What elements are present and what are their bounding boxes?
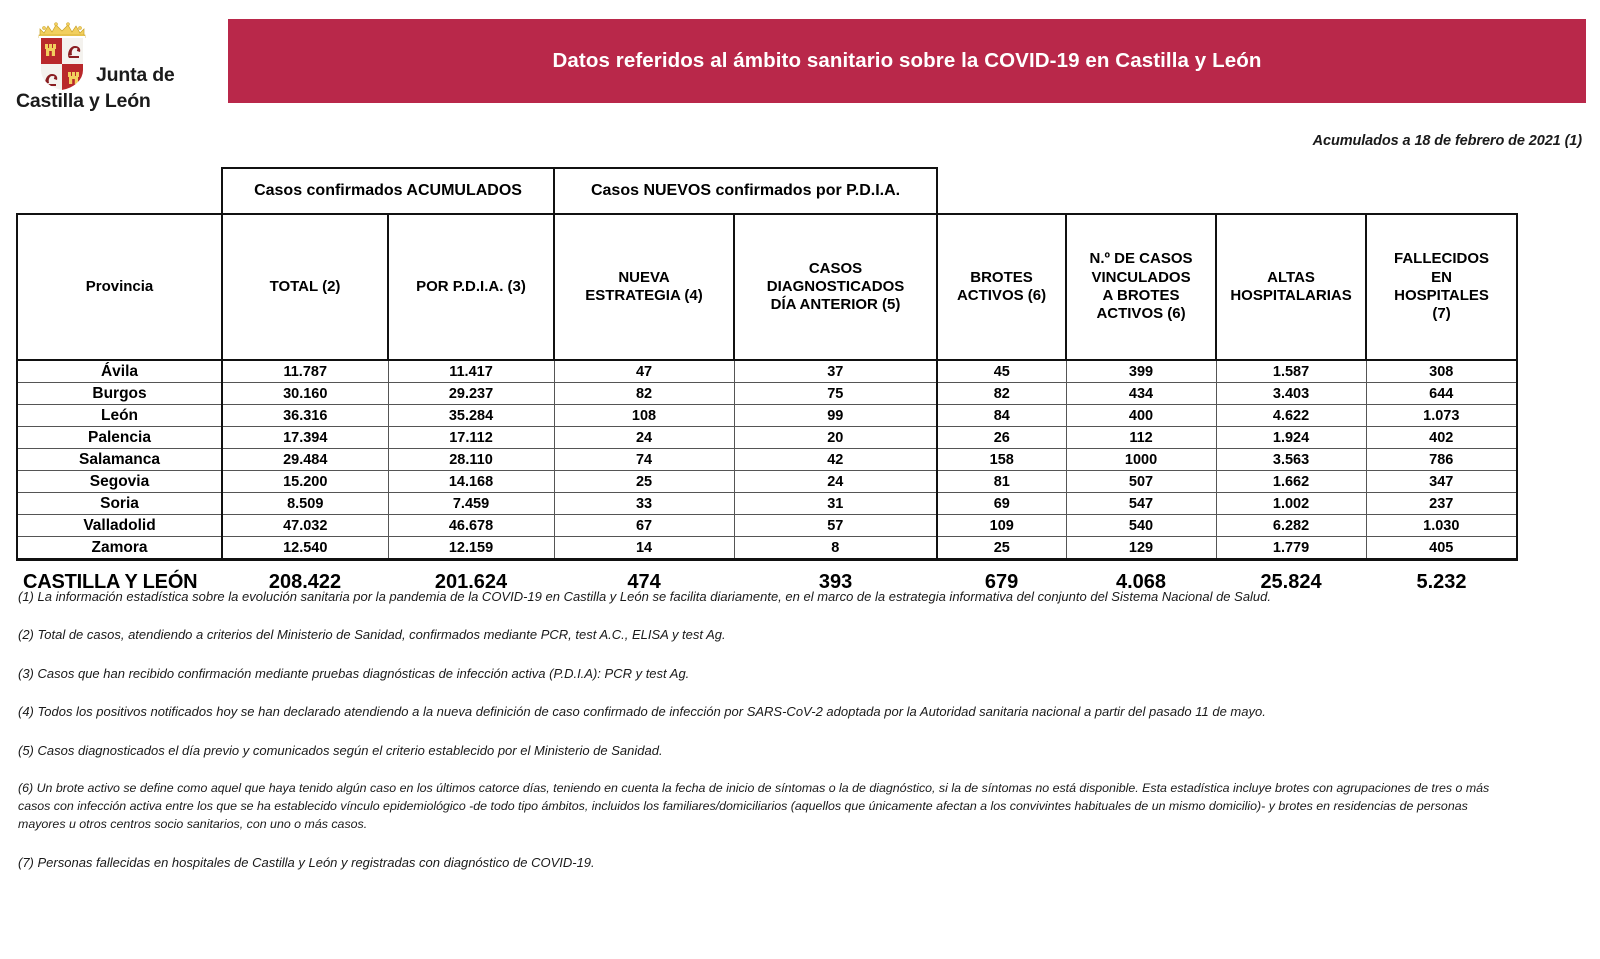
table-row [17, 493, 1517, 515]
table-cell-total: 11.787 [222, 360, 388, 383]
table-cell-brotes-activos: 81 [937, 471, 1066, 493]
logo-wordmark [14, 16, 210, 118]
group-header-nuevos: Casos NUEVOS confirmados por P.D.I.A. [554, 168, 937, 214]
footnote-5: (5) Casos diagnosticados el día previo y comunicados según el criterio establecido por el Ministerio de Sanidad. [18, 742, 663, 758]
col-header-provincia: Provincia [17, 214, 222, 360]
table-cell-brotes-activos: 25 [937, 537, 1066, 560]
table-cell-provincia: Salamanca [17, 449, 222, 471]
table-cell-casos-vinculados-brotes: 434 [1066, 383, 1216, 405]
col-header-vinculados-line2: VINCULADOS [1091, 268, 1191, 286]
junta-castilla-leon-logo [14, 16, 210, 118]
col-header-vinculados-line4: ACTIVOS (6) [1096, 305, 1186, 323]
table-cell-brotes-activos: 26 [937, 427, 1066, 449]
table-cell-altas-hospitalarias: 1.924 [1216, 427, 1366, 449]
table-cell-provincia: Soria [17, 493, 222, 515]
table-cell-brotes-activos: 45 [937, 360, 1066, 383]
table-cell-total: 29.484 [222, 449, 388, 471]
table-cell-altas-hospitalarias: 4.622 [1216, 405, 1366, 427]
table-cell-por-pdia: 12.159 [388, 537, 554, 560]
col-header-fallecidos-line1: FALLECIDOS [1394, 250, 1490, 268]
covid-data-table [16, 167, 1518, 601]
table-cell-provincia: Palencia [17, 427, 222, 449]
table-cell-casos-vinculados-brotes: 400 [1066, 405, 1216, 427]
table-cell-altas-hospitalarias: 3.563 [1216, 449, 1366, 471]
table-cell-diagnosticados-dia-anterior: 8 [734, 537, 937, 560]
total-cell-fallecidos-hospitales: 5.232 [1416, 570, 1467, 593]
col-header-fallecidos-line4: (7) [1432, 305, 1451, 323]
table-cell-fallecidos-hospitales: 402 [1366, 427, 1517, 449]
table-cell-total: 47.032 [222, 515, 388, 537]
footnotes-section [18, 588, 1518, 893]
group-header-acumulados: Casos confirmados ACUMULADOS [222, 168, 554, 214]
total-cell-brotes-activos: 679 [984, 570, 1019, 593]
table-cell-fallecidos-hospitales: 347 [1366, 471, 1517, 493]
table-cell-casos-vinculados-brotes: 129 [1066, 537, 1216, 560]
table-cell-por-pdia: 7.459 [388, 493, 554, 515]
table-cell-altas-hospitalarias: 6.282 [1216, 515, 1366, 537]
col-header-altas-hospitalarias [1216, 214, 1366, 360]
table-cell-casos-vinculados-brotes: 507 [1066, 471, 1216, 493]
table-cell-total: 36.316 [222, 405, 388, 427]
table-cell-provincia: Burgos [17, 383, 222, 405]
table-cell-nueva-estrategia: 67 [554, 515, 734, 537]
col-header-total: TOTAL (2) [222, 214, 388, 360]
table-cell-nueva-estrategia: 24 [554, 427, 734, 449]
table-row [17, 515, 1517, 537]
group-header-spacer-brotes [937, 168, 1066, 214]
table-cell-casos-vinculados-brotes: 540 [1066, 515, 1216, 537]
table-cell-fallecidos-hospitales: 786 [1366, 449, 1517, 471]
footnote-3: (3) Casos que han recibido confirmación mediante pruebas diagnósticas de infección activa (P.D.I.A): PCR y test Ag. [18, 665, 690, 681]
logo-line-1: Junta de [96, 64, 175, 86]
col-header-vinculados-line3: A BROTES [1102, 287, 1180, 304]
table-cell-por-pdia: 11.417 [388, 360, 554, 383]
table-cell-fallecidos-hospitales: 237 [1366, 493, 1517, 515]
table-cell-diagnosticados-dia-anterior: 20 [734, 427, 937, 449]
table-cell-nueva-estrategia: 25 [554, 471, 734, 493]
group-header-row [17, 168, 1517, 214]
group-header-spacer-fallecidos [1366, 168, 1517, 214]
col-header-brotes-activos [937, 214, 1066, 360]
table-cell-por-pdia: 35.284 [388, 405, 554, 427]
page-title: Datos referidos al ámbito sanitario sobre la COVID-19 en Castilla y León [552, 49, 1262, 72]
total-cell-diagnosticados-dia-anterior: 393 [818, 570, 853, 593]
table-cell-total: 12.540 [222, 537, 388, 560]
table-row [17, 427, 1517, 449]
table-cell-fallecidos-hospitales: 1.073 [1366, 405, 1517, 427]
table-cell-diagnosticados-dia-anterior: 24 [734, 471, 937, 493]
table-cell-provincia: Segovia [17, 471, 222, 493]
table-cell-brotes-activos: 84 [937, 405, 1066, 427]
col-header-diagnosticados-line2: DIAGNOSTICADOS [766, 277, 905, 295]
table-cell-fallecidos-hospitales: 405 [1366, 537, 1517, 560]
total-cell-altas-hospitalarias: 25.824 [1260, 570, 1322, 593]
table-cell-casos-vinculados-brotes: 112 [1066, 427, 1216, 449]
covid-data-table-container [16, 167, 1516, 601]
table-cell-nueva-estrategia: 82 [554, 383, 734, 405]
table-cell-altas-hospitalarias: 3.403 [1216, 383, 1366, 405]
table-cell-nueva-estrategia: 33 [554, 493, 734, 515]
total-cell-casos-vinculados-brotes: 4.068 [1116, 570, 1167, 593]
table-cell-diagnosticados-dia-anterior: 75 [734, 383, 937, 405]
col-header-brotes-line1: BROTES [970, 268, 1033, 286]
table-cell-brotes-activos: 82 [937, 383, 1066, 405]
table-cell-nueva-estrategia: 47 [554, 360, 734, 383]
col-header-vinculados-line1: N.º DE CASOS [1089, 250, 1193, 268]
table-cell-total: 30.160 [222, 383, 388, 405]
col-header-diagnosticados-line1: CASOS [808, 259, 863, 277]
footnote-4: (4) Todos los positivos notificados hoy se han declarado atendiendo a la nueva definición de caso confirmado de infección por SARS-CoV-2 adoptada por la Autoridad sanitaria nacional a partir del pasado 11 de mayo. [18, 704, 1266, 720]
table-body [17, 360, 1517, 601]
total-cell-nueva-estrategia: 474 [627, 570, 661, 593]
col-header-fallecidos-hospitales [1366, 214, 1517, 360]
table-cell-por-pdia: 17.112 [388, 427, 554, 449]
table-cell-brotes-activos: 109 [937, 515, 1066, 537]
total-cell-por-pdia: 201.624 [434, 570, 508, 593]
group-header-spacer-altas [1216, 168, 1366, 214]
col-header-por-pdia: POR P.D.I.A. (3) [388, 214, 554, 360]
footnote-1: (1) La información estadística sobre la evolución sanitaria por la pandemia de la COVID-19 en Castilla y León se facilita diariamente, en el marco de la estrategia informativa del conjunto del Sistema Nacional de Salud. [18, 589, 1272, 604]
table-cell-nueva-estrategia: 74 [554, 449, 734, 471]
table-row [17, 471, 1517, 493]
group-header-spacer [17, 168, 222, 214]
table-cell-total: 17.394 [222, 427, 388, 449]
column-header-row [17, 214, 1517, 360]
col-header-altas-line2: HOSPITALARIAS [1230, 287, 1352, 304]
table-cell-provincia: Valladolid [17, 515, 222, 537]
table-cell-altas-hospitalarias: 1.779 [1216, 537, 1366, 560]
table-cell-diagnosticados-dia-anterior: 42 [734, 449, 937, 471]
table-head [17, 168, 1517, 360]
table-cell-diagnosticados-dia-anterior: 37 [734, 360, 937, 383]
table-cell-fallecidos-hospitales: 308 [1366, 360, 1517, 383]
table-cell-provincia: León [17, 405, 222, 427]
table-row [17, 537, 1517, 560]
table-cell-casos-vinculados-brotes: 1000 [1066, 449, 1216, 471]
table-cell-fallecidos-hospitales: 644 [1366, 383, 1517, 405]
table-cell-altas-hospitalarias: 1.662 [1216, 471, 1366, 493]
col-header-diagnosticados [734, 214, 937, 360]
footnote-7: (7) Personas fallecidas en hospitales de Castilla y León y registradas con diagnóstico de COVID-19. [18, 855, 595, 871]
table-cell-altas-hospitalarias: 1.002 [1216, 493, 1366, 515]
col-header-nueva-estrategia-line1: NUEVA [618, 268, 670, 286]
table-cell-nueva-estrategia: 14 [554, 537, 734, 560]
col-header-diagnosticados-line3: DÍA ANTERIOR (5) [770, 296, 901, 314]
total-cell-total: 208.422 [268, 570, 342, 593]
table-cell-provincia: Zamora [17, 537, 222, 560]
table-cell-total: 8.509 [222, 493, 388, 515]
accumulated-date-label: Acumulados a 18 de febrero de 2021 (1) [1312, 133, 1582, 149]
col-header-nueva-estrategia-line2: ESTRATEGIA (4) [585, 287, 703, 304]
col-header-fallecidos-line2: EN [1431, 268, 1452, 286]
col-header-fallecidos-line3: HOSPITALES [1394, 287, 1489, 304]
footnote-2: (2) Total de casos, atendiendo a criterios del Ministerio de Sanidad, confirmados mediante PCR, test A.C., ELISA y test Ag. [18, 627, 726, 643]
table-cell-por-pdia: 29.237 [388, 383, 554, 405]
group-header-spacer-vinculados [1066, 168, 1216, 214]
footnote-6: (6) Un brote activo se define como aquel que haya tenido algún caso en los últimos catorce días, teniendo en cuenta la fecha de inicio de síntomas o la de diagnóstico, si la de síntomas no está disponible. Esta estadística incluye brotes con agrupaciones de tres o más casos con infección activa entre los que se ha establecido vínculo epidemiológico -de todo tipo ámbitos, incluidos los familiares/domiciliarios (aquellos que únicamente afectan a los convivintes habituales de un mismo domicilio)- y brotes en residencias de personas mayores u otros centros socio sanitarios, con uno o más casos. [18, 781, 1490, 832]
col-header-altas-line1: ALTAS [1267, 268, 1315, 286]
table-cell-provincia: Ávila [17, 360, 222, 383]
table-cell-casos-vinculados-brotes: 547 [1066, 493, 1216, 515]
table-cell-total: 15.200 [222, 471, 388, 493]
table-row [17, 383, 1517, 405]
col-header-casos-vinculados [1066, 214, 1216, 360]
col-header-brotes-line2: ACTIVOS (6) [956, 287, 1047, 304]
table-cell-por-pdia: 46.678 [388, 515, 554, 537]
total-row-label: CASTILLA Y LEÓN [23, 570, 198, 593]
table-row [17, 449, 1517, 471]
logo-line-2: Castilla y León [16, 90, 151, 112]
table-cell-altas-hospitalarias: 1.587 [1216, 360, 1366, 383]
page-header [0, 0, 1600, 122]
table-row [17, 405, 1517, 427]
table-cell-diagnosticados-dia-anterior: 31 [734, 493, 937, 515]
table-row [17, 360, 1517, 383]
table-cell-nueva-estrategia: 108 [554, 405, 734, 427]
col-header-nueva-estrategia [554, 214, 734, 360]
table-cell-por-pdia: 28.110 [388, 449, 554, 471]
table-cell-diagnosticados-dia-anterior: 99 [734, 405, 937, 427]
table-cell-brotes-activos: 69 [937, 493, 1066, 515]
title-banner [228, 19, 1586, 103]
table-cell-por-pdia: 14.168 [388, 471, 554, 493]
table-cell-fallecidos-hospitales: 1.030 [1366, 515, 1517, 537]
table-cell-brotes-activos: 158 [937, 449, 1066, 471]
table-cell-diagnosticados-dia-anterior: 57 [734, 515, 937, 537]
table-cell-casos-vinculados-brotes: 399 [1066, 360, 1216, 383]
